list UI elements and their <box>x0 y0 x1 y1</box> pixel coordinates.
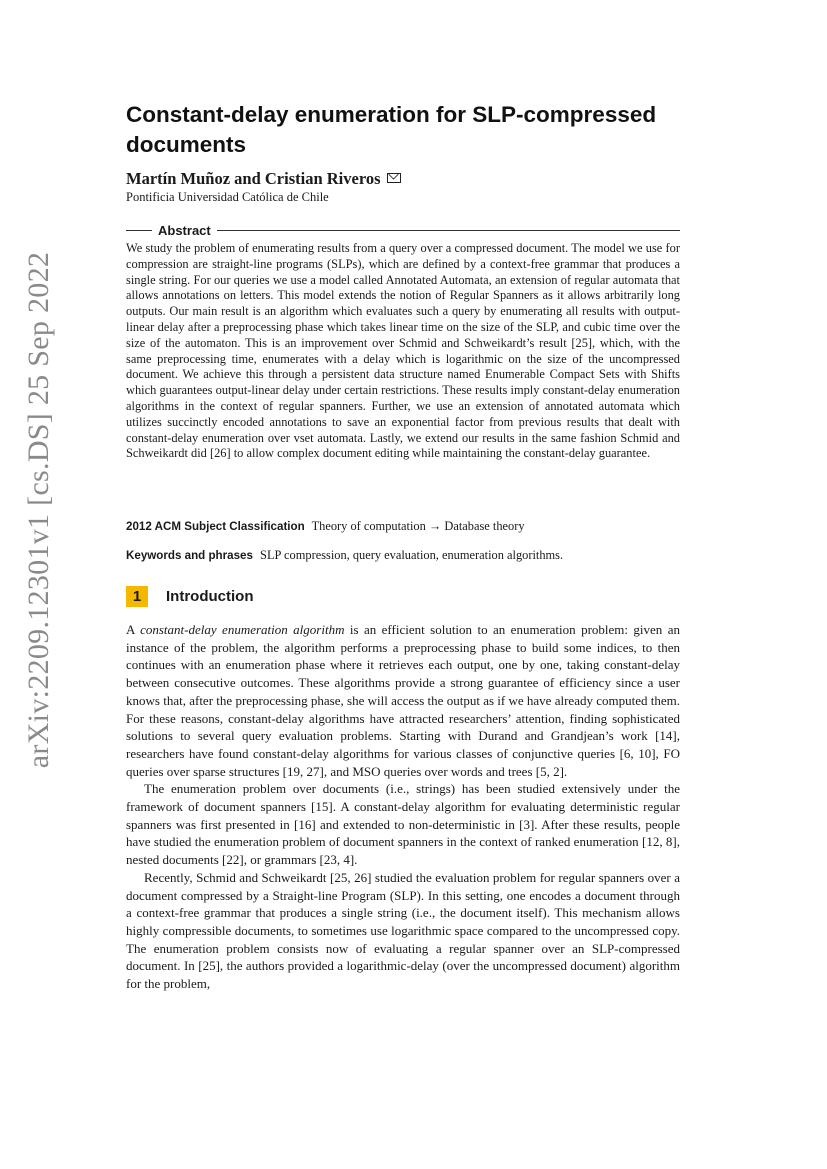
section-number: 1 <box>126 586 148 607</box>
paragraph-1 <box>126 621 680 780</box>
abstract-text: We study the problem of enumerating results from a query over a compressed document. The model we use for compression are straight-line programs (SLPs), which are defined by a context-free grammar that produces a single string. For our queries we use a model called Annotated Automata, an extension of regular automata that allows annotations on letters. This model extends the notion of Regular Spanners as it allows arbitrarily long outputs. Our main result is an algorithm which evaluates such a query by enumerating all results with output-linear delay after a preprocessing phase which takes linear time on the size of the SLP, and cubic time over the size of the automaton. This is an improvement over Schmid and Schweikardt’s result [25], which, with the same preprocessing time, enumerates with a delay which is logarithmic on the size of the uncompressed document. We achieve this through a persistent data structure named Enumerable Compact Sets with Shifts which guarantees output-linear delay under certain restrictions. These results imply constant-delay enumeration algorithms in the context of regular spanners. Further, we use an extension of annotated automata which utilizes succinctly encoded annotations to save an exponential factor from previous results that dealt with constant-delay enumeration over vset automata. Lastly, we extend our results in the same fashion Schmid and Schweikardt did [26] to allow complex document editing while maintaining the constant-delay guarantee. <box>126 241 680 461</box>
acm-label: 2012 ACM Subject Classification <box>126 520 305 533</box>
paragraph-3: Recently, Schmid and Schweikardt [25, 26] studied the evaluation problem for regular spanners over a document compressed by a Straight-line Program (SLP). In this setting, one encodes a document through a context-free grammar that produces a single string (i.e., the document itself). This mechanism allows highly compressible documents, to sometimes use logarithmic space compared to the uncompressed copy. The enumeration problem consists now of evaluating a regular spanner over an SLP-compressed document. In [25], the authors provided a logarithmic-delay (over the uncompressed document) algorithm for the problem, <box>126 869 680 992</box>
section-title: Introduction <box>166 587 254 605</box>
envelope-icon[interactable] <box>387 173 401 183</box>
intro-body <box>126 621 680 993</box>
abstract-label: Abstract <box>158 222 211 238</box>
author-line <box>126 169 401 189</box>
p1-rest: is an efficient solution to an enumeration problem: given an instance of the problem, the algorithm performs a preprocessing phase to build some indices, to then continues with an enumeration phase where it retrieves each output, one by one, taking constant-delay between consecutive outcomes. These algorithms provide a strong guarantee of efficiency since a user knows that, after the preprocessing phase, she will access the output as if we have already computed them. For these reasons, constant-delay algorithms have attracted researchers’ attention, finding sophisticated solutions to several query evaluation problems. Starting with Durand and Grandjean’s work [14], researchers have found constant-delay algorithms for various classes of conjunctive queries [6, 10], FO queries over sparse structures [19, 27], and MSO queries over words and trees [5, 2]. <box>126 622 680 779</box>
section-heading <box>126 585 253 607</box>
rule-right <box>217 230 680 231</box>
paper-title: Constant-delay enumeration for SLP-compressed documents <box>126 102 657 157</box>
paragraph-2: The enumeration problem over documents (i.e., strings) has been studied extensively under the framework of document spanners [15]. A constant-delay algorithm for evaluating deterministic regular spanners was first presented in [16] and extended to non-deterministic in [3]. After these results, people have studied the enumeration problem of document spanners in the context of ranked enumeration [12, 8], nested documents [22], or grammars [23, 4]. <box>126 781 680 868</box>
rule-left <box>126 230 152 231</box>
affiliation: Pontificia Universidad Católica de Chile <box>126 190 329 204</box>
keywords-label: Keywords and phrases <box>126 549 253 562</box>
keywords-value: SLP compression, query evaluation, enumeration algorithms. <box>260 548 564 562</box>
arxiv-stamp <box>22 251 55 769</box>
p1-lead: A <box>126 622 141 637</box>
keywords <box>126 547 680 564</box>
p1-emphasis: constant-delay enumeration algorithm <box>140 622 345 637</box>
acm-value: Theory of computation → Database theory <box>311 519 525 533</box>
acm-classification <box>126 518 680 535</box>
authors: Martín Muñoz and Cristian Riveros <box>126 169 381 188</box>
arxiv-id: arXiv:2209.12301v1 [cs.DS] 25 Sep 2022 <box>22 251 55 769</box>
abstract-heading <box>126 221 680 239</box>
